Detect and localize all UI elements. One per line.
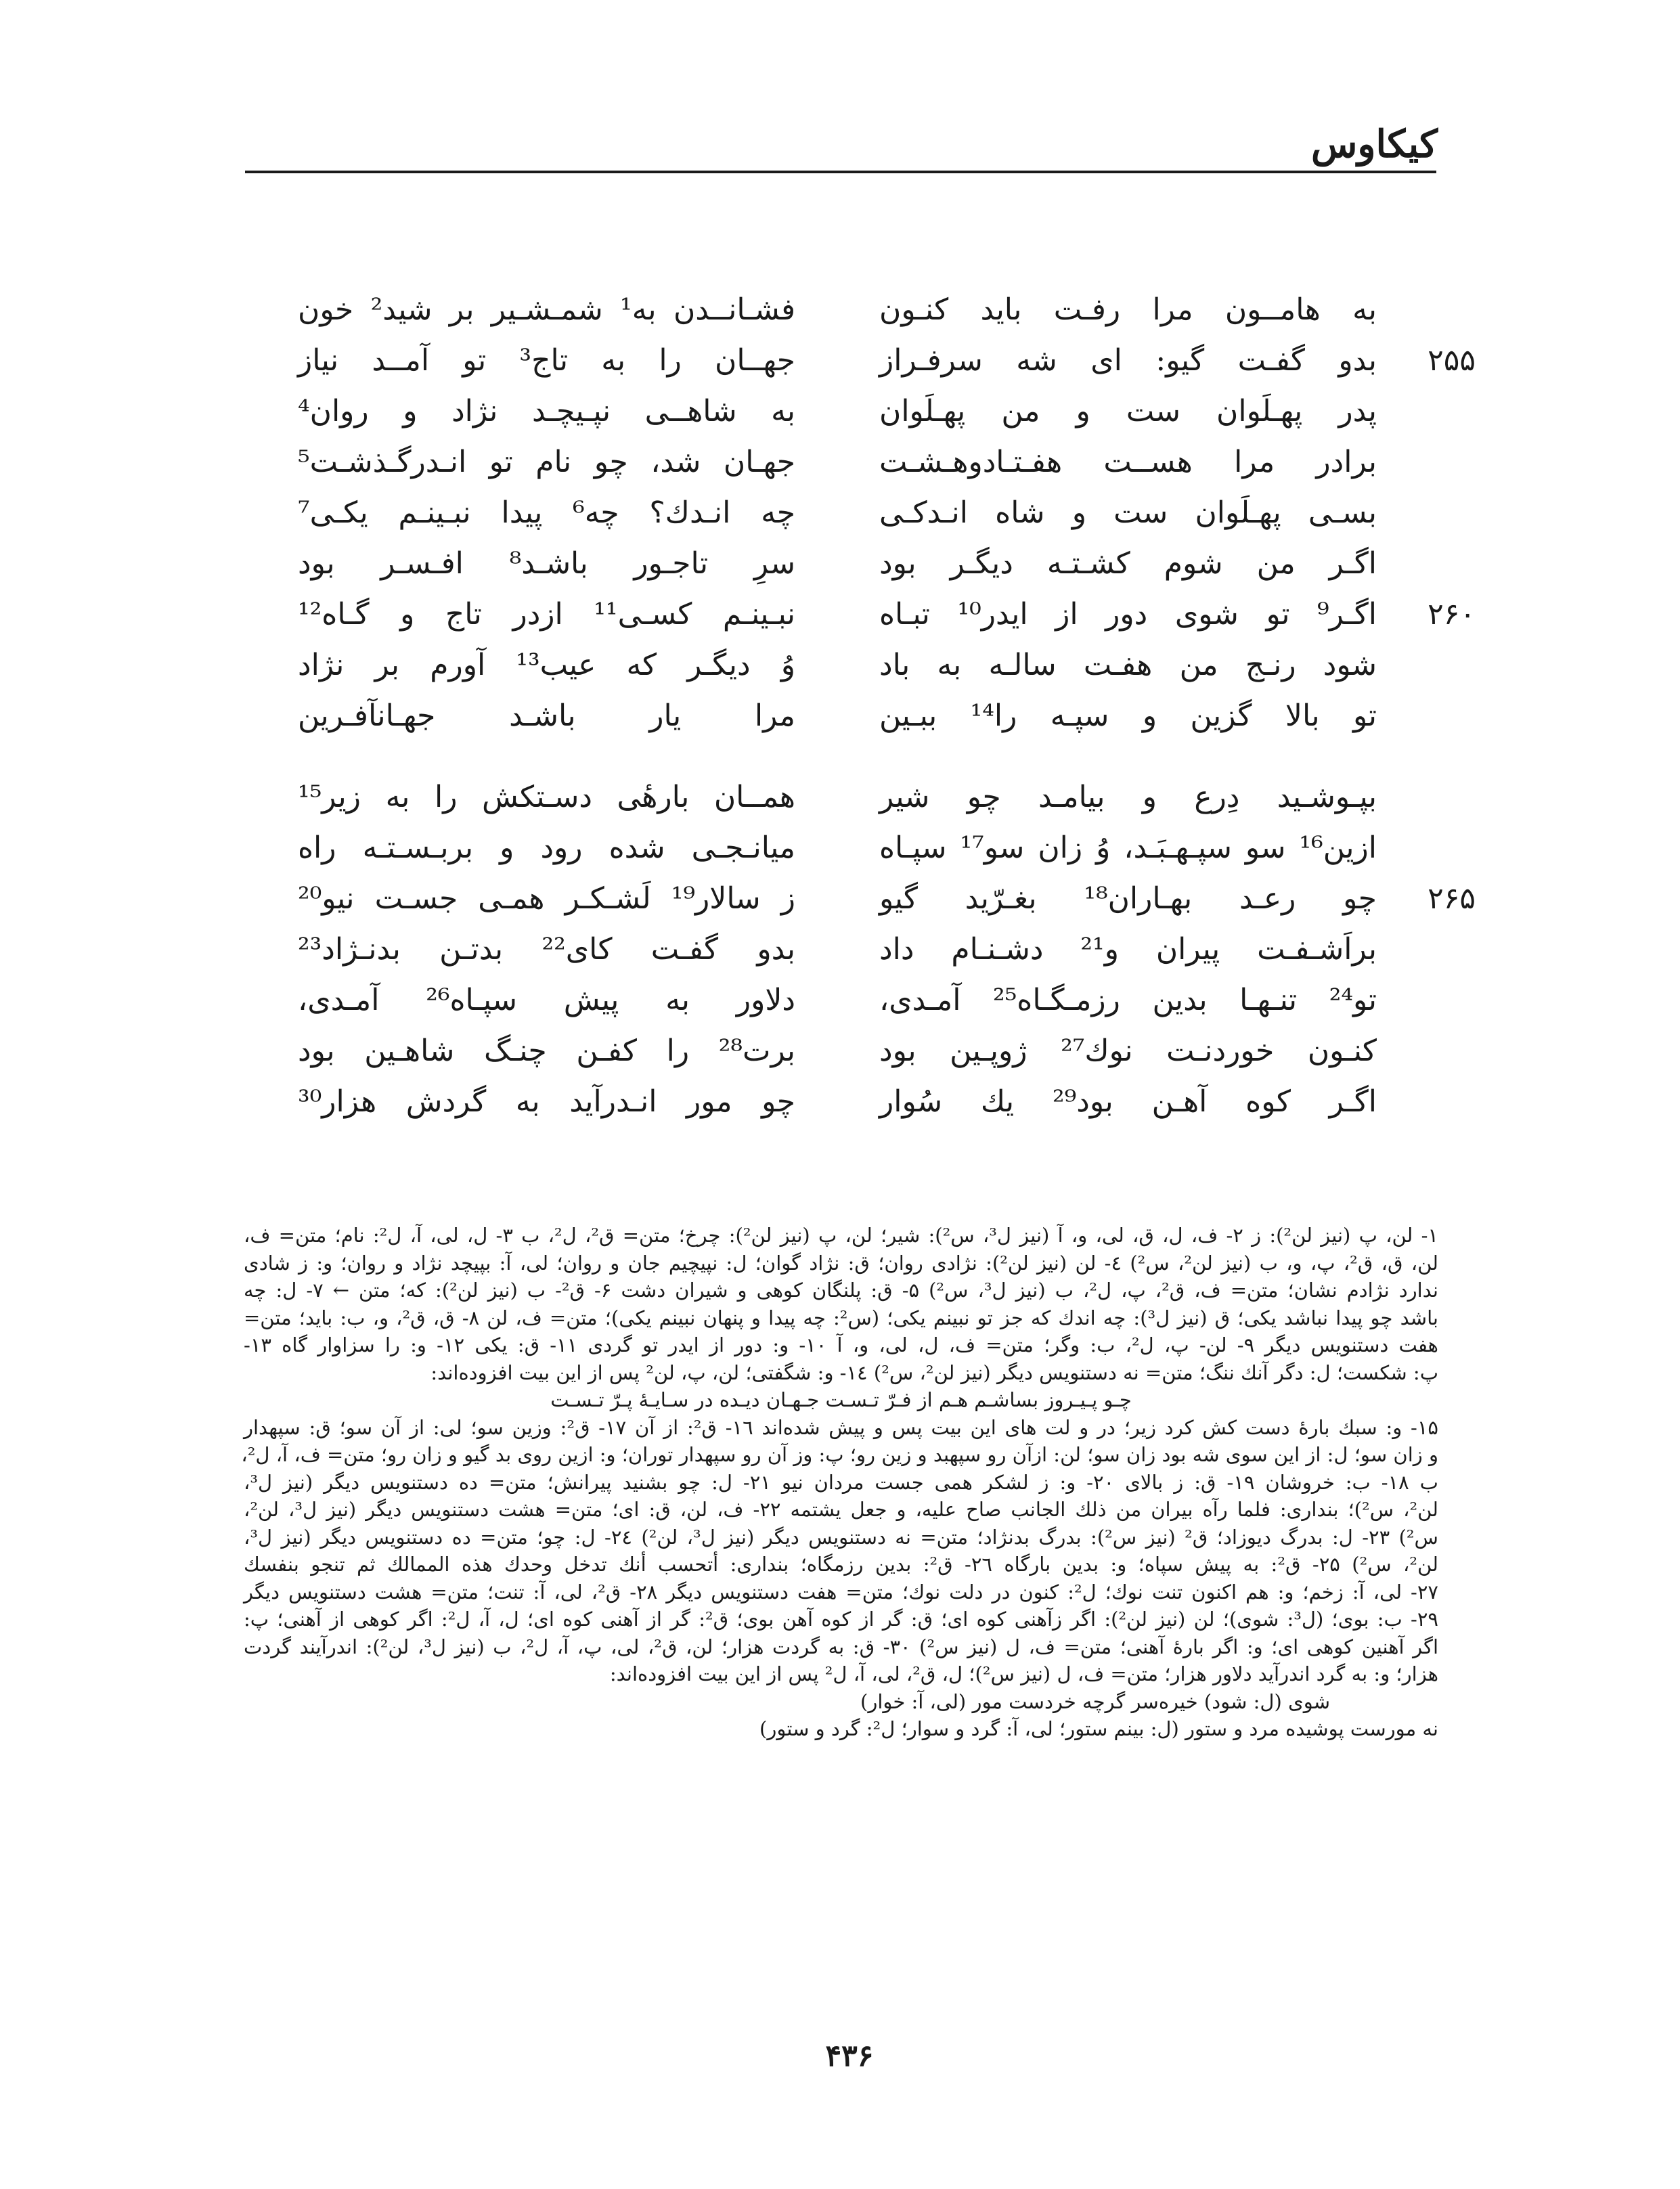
first-hemistich: پدر پهـلَوان ست و من پهـلَوان <box>879 394 1377 428</box>
couplet <box>298 335 1476 386</box>
footnote-line: س²) ۲۳- ل: بدرگ دیوزاد؛ ق² (نیز س²): بدرگ بدنژاد؛ متن= نه دستنویس دیگر (نیز ل³، لن²) ۲٤- ل: چو؛ متن= ده دستنویس دیگر (نیز ل³، <box>244 1525 1438 1549</box>
page-number: ۴۳۶ <box>825 2039 874 2073</box>
footnote-line: پ: شکست؛ ل: دگر آنك ننگ؛ متن= نه دستنویس دیگر (نیز لن²، س²) ۱٤- و: شگفتی؛ لن، پ، لن² پس از این بیت افزوده‌اند: <box>430 1361 1438 1384</box>
poem-block-2 <box>298 772 1476 1127</box>
footnote-line: هفت دستنویس دیگر ۹- لن- پ، ل²، ب: وگر؛ متن= ف، ل، لی، و، آ ۱۰- و: دور از ایدر تو گردی ۱۱- ق: یکی ۱۲- و: را سزاوار گاه ۱۳- <box>244 1333 1438 1356</box>
second-hemistich: نبـینـم کسـی¹¹ ازدر تاج و گـاه¹² <box>298 597 795 632</box>
running-title: کیکاوس <box>1311 122 1438 167</box>
couplet <box>298 589 1476 640</box>
second-hemistich: چه انـدك؟ چه⁶ پیدا نبـینـم یکـی⁷ <box>298 495 795 530</box>
second-hemistich: سرِ تاجـور باشـد⁸ افـسـر بود <box>298 546 795 581</box>
footnote-line: اگر آهنین کوهی ای؛ و: اگر بارهٔ آهنی؛ متن= ف، ل (نیز س²) ۳۰- ق: به گردت هزار؛ لن، ق²، لی، پ، آ، ل²، ب (نیز ل³، لن²): اندرآیند گردت <box>244 1635 1438 1658</box>
couplet <box>298 437 1476 487</box>
second-hemistich: همــان بارهٔی دسـتکش را به زیر¹⁵ <box>298 780 795 814</box>
first-hemistich: تو²⁴ تنـهـا بدین رزمـگـاه²⁵ آمـدی، <box>879 983 1377 1017</box>
footnote-line: ۱- لن، پ (نیز لن²): ز ۲- ف، ل، ق، لی، و، آ (نیز ل³، س²): شیر؛ لن، پ (نیز لن²): چرخ؛ متن= ق²، ل²، ب ۳- ل، لی، آ، ل²: نام؛ متن= ف، <box>244 1224 1438 1247</box>
verse-number: ۲۵۵ <box>1428 343 1476 378</box>
footnote-line: لن، ق، ق²، پ، و، ب (نیز لن²، س²) ٤- لن (نیز لن²): نژادی روان؛ ق: نژاد گوان؛ ل: نپیچیم جان و روان؛ لی، آ: بپیچد نژاد و روان؛ و: ز شادی <box>244 1251 1438 1275</box>
second-hemistich: به شاهــی نپـیچـد نژاد و روان⁴ <box>298 394 795 428</box>
second-hemistich: چو مور انـدرآید به گردش هزار³⁰ <box>298 1084 795 1119</box>
first-hemistich: بدو گفـت گیو: ای شه سرفـراز <box>879 343 1377 378</box>
footnote-added-verse: نه مورست پوشیده مرد و ستور (ل: بینم ستور؛ لی، آ: گرد و سوار؛ ل²: گرد و ستور) <box>759 1717 1438 1740</box>
second-hemistich: بدو گفـت کای²² بدتـن بدنـژاد²³ <box>298 932 795 967</box>
couplet <box>298 772 1476 822</box>
couplet <box>298 873 1476 924</box>
first-hemistich: چو رعـد بهـاران¹⁸ بغـرّید گیو <box>879 881 1377 916</box>
footnotes <box>241 1222 1438 1743</box>
footnote-line: ندارد نژادم نشان؛ متن= ف، ق²، پ، ل²، ب (نیز ل³، س²) ۵- ق: پلنگان کوهی و شیران دشت ۶- ق²- ب (نیز لن²): که؛ متن ← ۷- ل: چه <box>244 1279 1438 1302</box>
couplet <box>298 975 1476 1025</box>
couplet <box>298 538 1476 589</box>
second-hemistich: جهــان را به تاج³ تو آمــد نیاز <box>298 343 795 378</box>
first-hemistich: اگـر⁹ تو شوی دور از ایدر¹⁰ تبـاه <box>879 597 1377 632</box>
footnote-line: ب ۱۸- ب: خروشان ۱۹- ق: ز بالای ۲۰- و: ز لشکر همی جست مردان نیو ۲۱- ل: چو بشنید پیرانش؛ متن= ده دستنویس دیگر (نیز ل³، <box>244 1470 1438 1494</box>
footnote-line: باشد چو پیدا نباشد یکی؛ ق (نیز ل³): چه اندك که جز تو نبینم یکی؛ (س²: چه پیدا و پنهان نبینم یکی)؛ متن= ف، لن ۸- ق، ق²، و، ب: باید؛ متن= <box>244 1306 1438 1329</box>
footnote-line: و زان سو؛ ل: از این سوی شه بود زان سو؛ لن: ازآن رو سپهبد و زین رو؛ پ: وز آن رو سپهدار توران؛ و: ازین روی بد گیو و زان رو؛ متن= ف، آ، ل²، <box>241 1443 1438 1466</box>
couplet <box>298 924 1476 975</box>
first-hemistich: به هامــون مرا رفـت باید کنـون <box>879 292 1377 327</box>
first-hemistich: بپـوشـید دِرع و بیامـد چو شیر <box>879 780 1377 814</box>
first-hemistich: براَشـفـت پیران و²¹ دشـنـام داد <box>879 932 1377 967</box>
second-hemistich: وُ دیگـر که عیب¹³ آورم بر نژاد <box>298 648 795 682</box>
couplet <box>298 1076 1476 1127</box>
second-hemistich: جهـان شد، چو نام تو انـدرگـذشـت⁵ <box>298 445 795 479</box>
footnote-line: هزار؛ و: به گرد اندرآید دلاور هزار؛ متن= ف، ل (نیز س²)؛ ل، ق²، لی، آ، ل² پس از این بیت افزوده‌اند: <box>609 1662 1438 1685</box>
footnote-added-verse: شوی (ل: شود) خیره‌سر گرچه خردست مور (لی، آ: خوار) <box>860 1689 1330 1713</box>
couplet <box>298 284 1476 335</box>
couplet <box>298 1025 1476 1076</box>
couplet <box>298 487 1476 538</box>
first-hemistich: تو بالا گزین و سپـه را¹⁴ ببـین <box>879 699 1377 733</box>
second-hemistich: برت²⁸ را کفـن چنـگ شاهـین بود <box>298 1034 795 1068</box>
first-hemistich: کنـون خوردنـت نوك²⁷ ژوپـین بود <box>879 1034 1377 1068</box>
header-rule <box>245 171 1436 173</box>
couplet <box>298 690 1476 741</box>
first-hemistich: بسـی پهـلَوان ست و شاه انـدکـی <box>879 495 1377 530</box>
second-hemistich: میانـجـی شده رود و بربـسـتـه راه <box>298 831 795 865</box>
couplet <box>298 640 1476 690</box>
footnote-line: لن²، س²)؛ بنداری: فلما رآه بیران من ذلك الجانب صاح علیه، و جعل یشتمه ۲۲- ف، لن، ق: ای؛ متن= هشت دستنویس دیگر (نیز ل³، لن²، <box>244 1498 1438 1521</box>
footnote-line: لن²، س²) ۲۵- ق²: به پیش سپاه؛ و: بدین بارگاه ۲٦- ق²: بدین رزمگاه؛ بنداری: أتحسب أنك تدخل وحدك هذه الممالك ثم تنجو بنفسك <box>244 1553 1438 1576</box>
first-hemistich: شود رنـج من هفـت سالـه به باد <box>879 648 1377 682</box>
second-hemistich: مرا یار باشـد جهـانآفـرین <box>298 699 795 733</box>
second-hemistich: فشـانــدن به¹ شمـشـیر بر شید² خون <box>298 292 795 327</box>
poem-block-1 <box>298 284 1476 741</box>
first-hemistich: ازین¹⁶ سو سپـهـبَـد، وُ زان سو¹⁷ سپـاه <box>879 831 1377 865</box>
couplet <box>298 822 1476 873</box>
verse-number: ۲۶۰ <box>1428 597 1476 632</box>
verse-number: ۲۶۵ <box>1428 881 1476 916</box>
couplet <box>298 386 1476 437</box>
footnote-added-verse: چـو پـیـروز بساشـم هـم از فـرّ تـسـت جـهـان دیـده در سـایـهٔ پـرّ تـسـت <box>550 1388 1132 1411</box>
first-hemistich: اگـر کوه آهـن بود²⁹ یك سُوار <box>879 1084 1377 1119</box>
footnote-line: ۱۵- و: سبك بارهٔ دست کش کرد زیر؛ در و لت های این بیت پس و پیش شده‌اند ۱٦- ق²: از آن ۱۷- ق²: وزین سو؛ لی: از آن سو؛ ق: سپهدار <box>244 1415 1438 1439</box>
second-hemistich: دلاور به پیش سپـاه²⁶ آمـدی، <box>298 983 796 1017</box>
second-hemistich: ز سالار¹⁹ لَشـکـر همـی جسـت نیو²⁰ <box>298 881 796 916</box>
footnote-line: ۲۹- ب: بوی؛ (ل³: شوی)؛ لن (نیز لن²): اگر زآهنی کوه ای؛ ق: گر از کوه آهن بوی؛ ق²: گر از آهنی کوه ای؛ ل، آ، ل²: اگر کوهی از آهنی؛ پ: <box>244 1608 1438 1631</box>
footnote-line: ۲۷- لی، آ: زخم؛ و: هم اکنون تنت نوك؛ ل²: کنون در دلت نوك؛ متن= هفت دستنویس دیگر ۲۸- ق²، لی، آ: تنت؛ متن= هشت دستنویس دیگر <box>244 1580 1438 1604</box>
first-hemistich: اگـر من شوم کشـتـه دیگـر بود <box>879 546 1377 581</box>
first-hemistich: برادر مرا هســت هفـتـادوهـشـت <box>879 445 1377 479</box>
